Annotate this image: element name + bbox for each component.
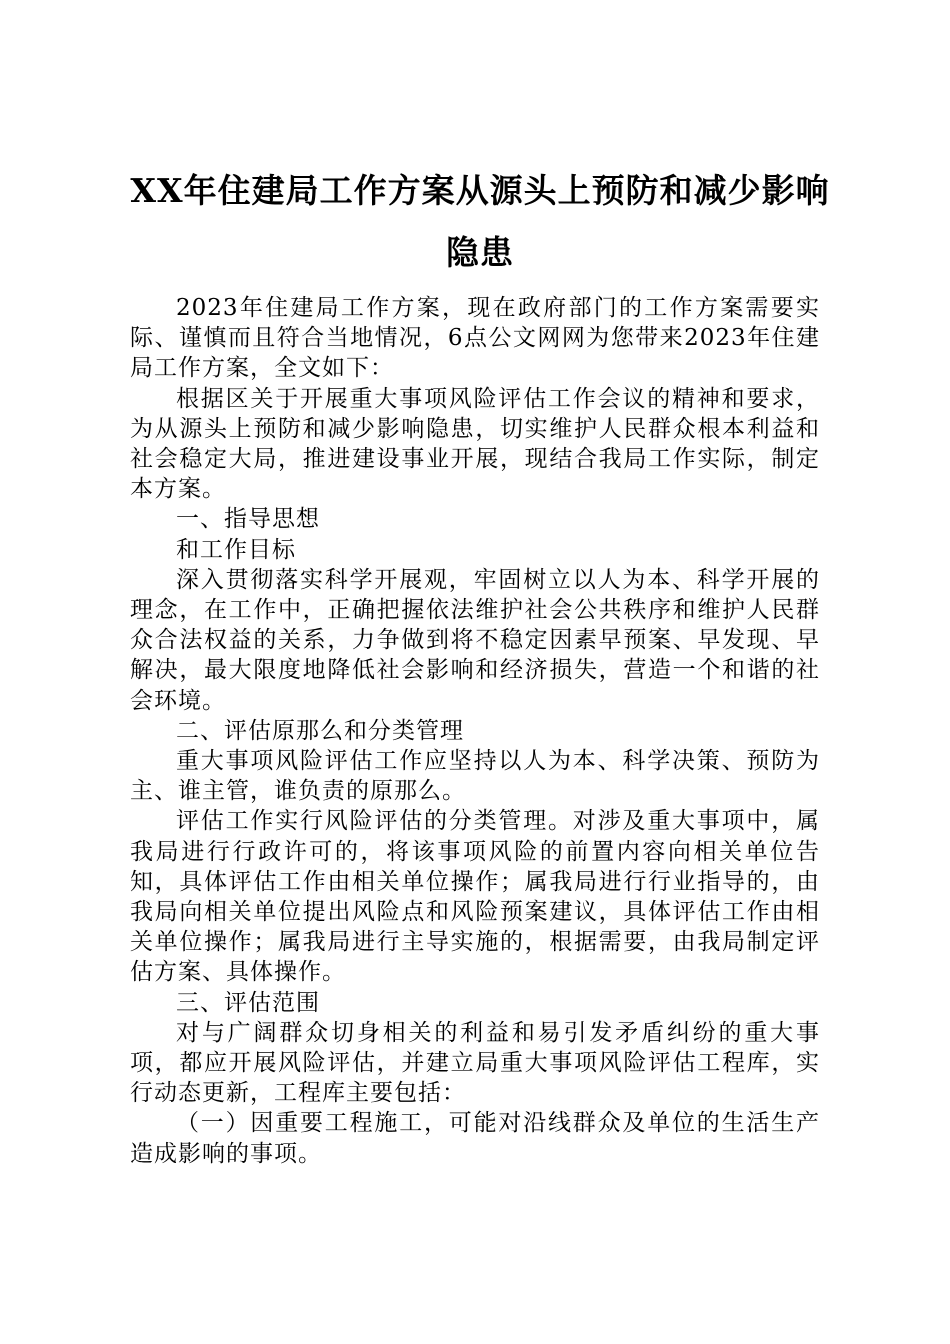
section-heading-1-cont: 和工作目标 — [176, 536, 296, 563]
paragraph-scope: 对与广阔群众切身相关的利益和易引发矛盾纠纷的重大事项，都应开展风险评估，并建立局重大事项风险评估工程库，实行动态更新，工程库主要包括： — [130, 1019, 820, 1107]
paragraph-guiding-ideas: 深入贯彻落实科学开展观，牢固树立以人为本、科学开展的理念，在工作中，正确把握依法维护社会公共秩序和维护人民群众合法权益的关系，力争做到将不稳定因素早预案、早发现、早解决，最大限度地降低社会影响和经济损失，营造一个和谐的社会环境。 — [130, 566, 820, 714]
section-heading-3: 三、评估范围 — [176, 989, 320, 1016]
paragraph-classification: 评估工作实行风险评估的分类管理。对涉及重大事项中，属我局进行行政许可的，将该事项风险的前置内容向相关单位告知，具体评估工作由相关单位操作；属我局进行行业指导的，由我局向相关单位提出风险点和风险预案建议，具体评估工作由相关单位操作；属我局进行主导实施的，根据需要，由我局制定评估方案、具体操作。 — [130, 808, 820, 986]
document-title: XX年住建局工作方案从源头上预防和减少影响隐患 — [130, 171, 830, 272]
section-heading-1: 一、指导思想 — [176, 506, 320, 533]
paragraph-intro: 2023年住建局工作方案，现在政府部门的工作方案需要实际、谨慎而且符合当地情况，6点公文网网为您带来2023年住建局工作方案，全文如下： — [130, 295, 820, 382]
paragraph-basis: 根据区关于开展重大事项风险评估工作会议的精神和要求，为从源头上预防和减少影响隐患，切实维护人民群众根本利益和社会稳定大局，推进建设事业开展，现结合我局工作实际，制定本方案。 — [130, 385, 820, 503]
paragraph-principles: 重大事项风险评估工作应坚持以人为本、科学决策、预防为主、谁主管，谁负责的原那么。 — [130, 748, 820, 805]
paragraph-scope-item-1: （一）因重要工程施工，可能对沿线群众及单位的生活生产造成影响的事项。 — [130, 1110, 820, 1167]
document-body — [130, 293, 820, 1169]
section-heading-2: 二、评估原那么和分类管理 — [176, 717, 464, 744]
